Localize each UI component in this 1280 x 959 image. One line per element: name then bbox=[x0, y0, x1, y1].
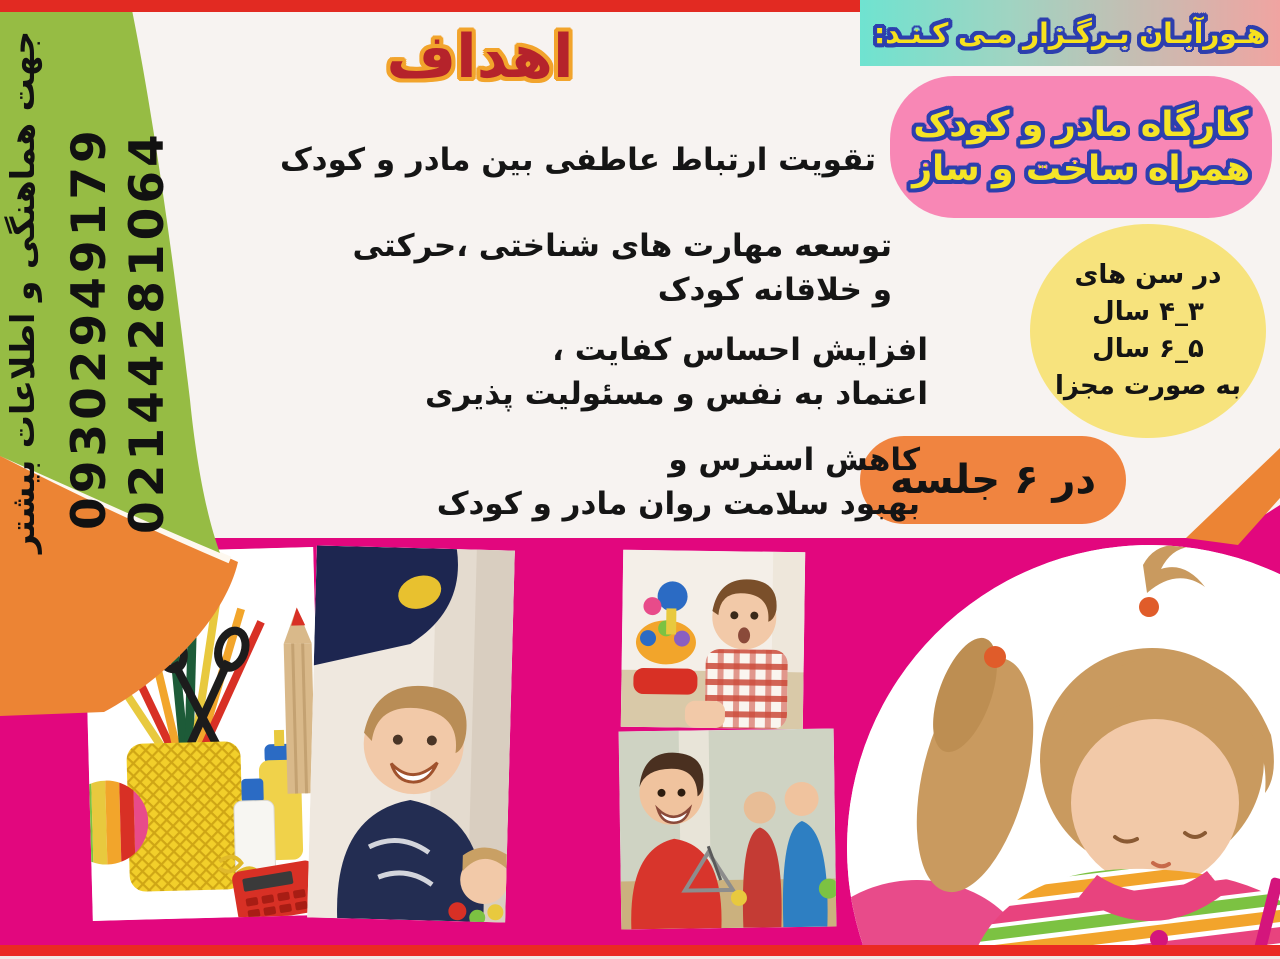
workshop-card-line-2: همراه ساخت و ساز bbox=[911, 149, 1251, 189]
goals-title: اهداف bbox=[386, 22, 574, 92]
organizer-banner bbox=[860, 0, 1280, 66]
goal-line: اعتماد به نفس و مسئولیت پذیری bbox=[424, 376, 928, 412]
photo-smiling-boy bbox=[307, 545, 515, 922]
workshop-card bbox=[890, 76, 1272, 218]
goal-line: بهبود سلامت روان مادر و کودک bbox=[436, 486, 920, 522]
goal-item-4 bbox=[437, 438, 920, 526]
phone-number-landline: 02144281064 bbox=[120, 130, 175, 534]
goal-line: تقویت ارتباط عاطفی بین مادر و کودک bbox=[279, 142, 876, 178]
contact-label: جهت هماهنگی و اطلاعات بیشتر bbox=[3, 30, 42, 554]
right-accent-stripes bbox=[1150, 430, 1280, 560]
smiling-boy-illustration bbox=[307, 545, 515, 922]
goal-line: افزایش احساس کفایت ، bbox=[552, 332, 928, 368]
toddler-arm bbox=[685, 701, 725, 729]
goal-line: و خلاقانه کودک bbox=[657, 272, 892, 308]
goal-item-2 bbox=[353, 224, 892, 312]
ages-line-4: به صورت مجزا bbox=[1054, 371, 1242, 401]
organizer-banner-text: هـورآبـان بـرگـزار مـی کـنـد: bbox=[874, 16, 1266, 50]
toddler-toy-illustration bbox=[621, 550, 805, 730]
ages-line-3: ۵_۶ سال bbox=[1092, 334, 1204, 364]
bottom-strip bbox=[0, 945, 1280, 956]
ages-bubble bbox=[1030, 224, 1266, 438]
kids-triangle-illustration bbox=[619, 729, 837, 930]
photo-toddler-toy bbox=[621, 550, 805, 730]
sessions-text: در ۶ جلسه bbox=[890, 457, 1096, 503]
workshop-card-line-1: کارگاه مادر و کودک bbox=[913, 105, 1249, 145]
top-strip bbox=[0, 0, 862, 12]
ages-line-1: در سن های bbox=[1074, 260, 1222, 290]
photo-kids-triangle bbox=[619, 729, 837, 930]
goal-line: کاهش استرس و bbox=[668, 442, 920, 478]
goal-item-1 bbox=[280, 138, 876, 182]
goal-item-3 bbox=[425, 328, 928, 416]
phone-number-mobile: 09302949179 bbox=[62, 126, 117, 530]
goal-line: توسعه مهارت های شناختی ،حرکتی bbox=[352, 228, 892, 264]
ages-line-2: ۳_۴ سال bbox=[1092, 297, 1204, 327]
